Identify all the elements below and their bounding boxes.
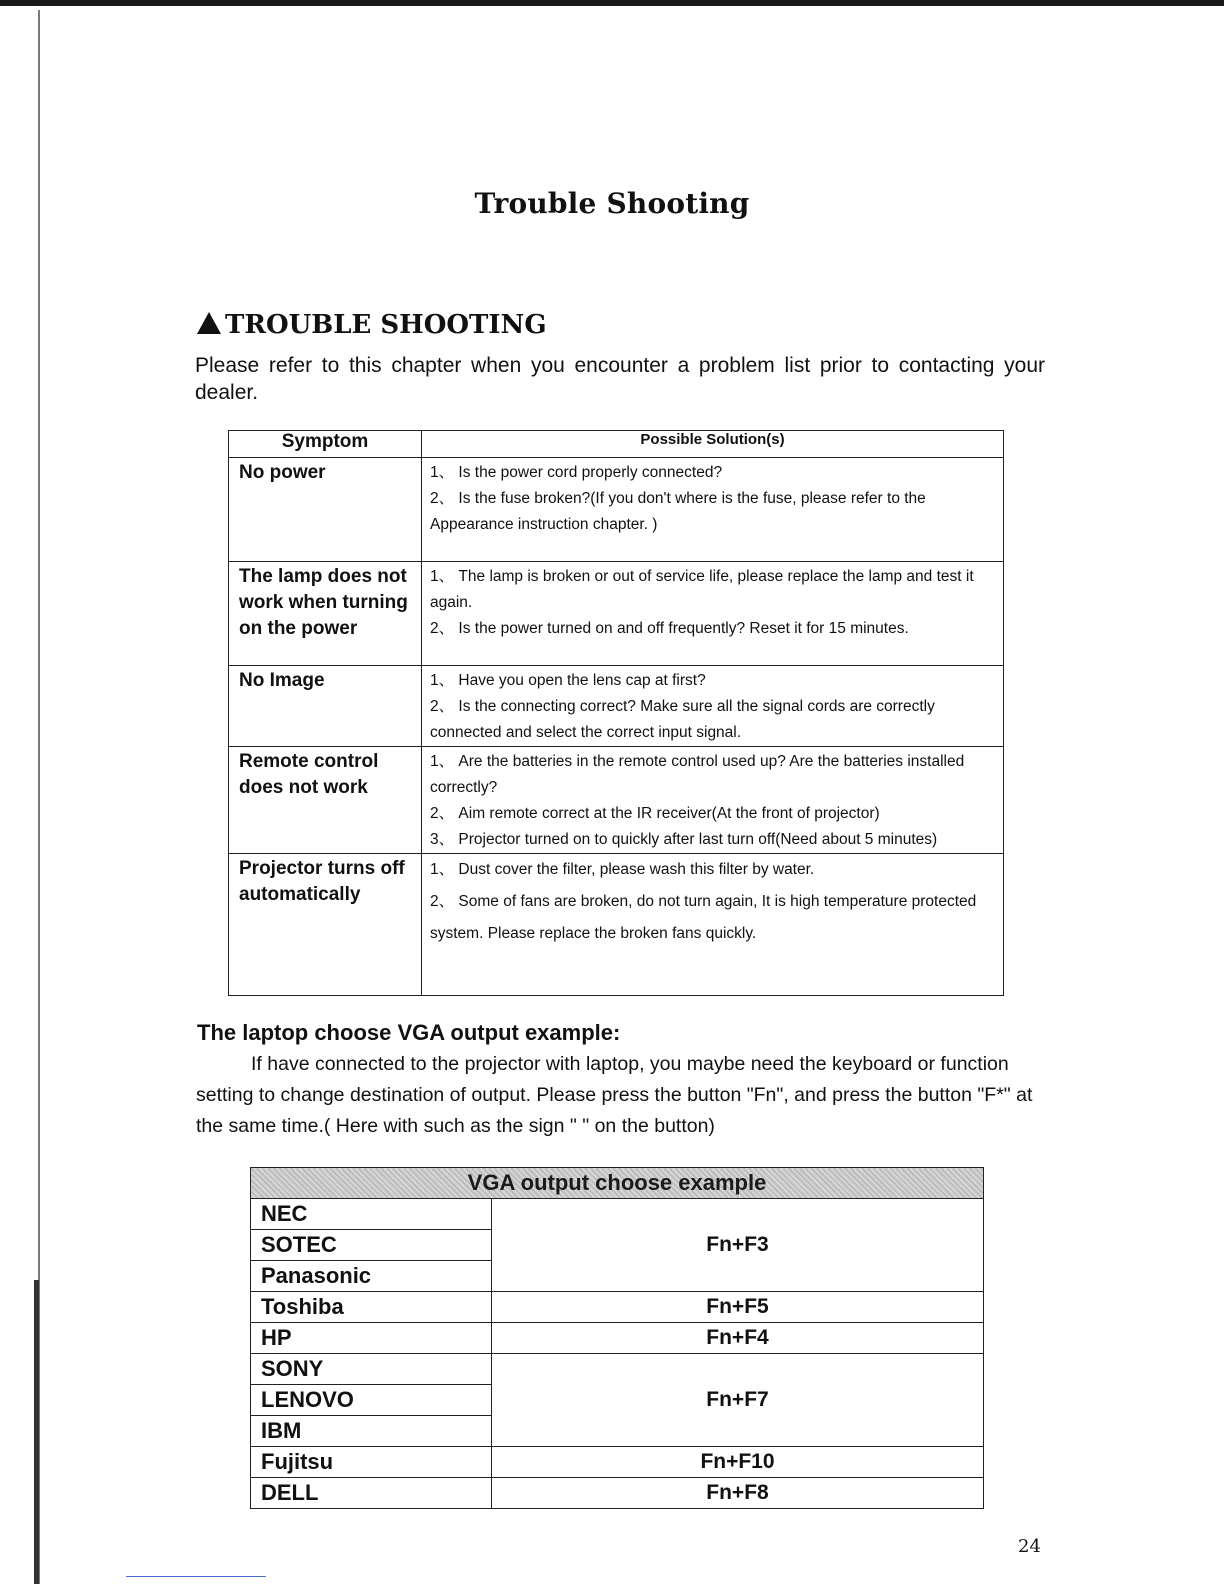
table-row — [229, 562, 1004, 666]
brand-cell: Fujitsu — [251, 1447, 492, 1478]
key-combo-cell: Fn+F10 — [492, 1447, 984, 1478]
table-row — [229, 458, 1004, 562]
solution-cell — [422, 458, 1004, 562]
brand-cell: DELL — [251, 1478, 492, 1509]
intro-paragraph: Please refer to this chapter when you encounter a problem list prior to contacting your dealer. — [195, 354, 1045, 404]
key-combo-cell: Fn+F4 — [492, 1323, 984, 1354]
vga-output-table — [250, 1167, 984, 1509]
binding-shadow — [34, 1280, 39, 1584]
solution-item: 1、 Is the power cord properly connected? — [430, 464, 723, 481]
solution-item: 1、 Dust cover the filter, please wash this filter by water. — [430, 861, 815, 878]
key-combo-cell: Fn+F8 — [492, 1478, 984, 1509]
solution-item: 3、 Projector turned on to quickly after last turn off(Need about 5 minutes) — [430, 831, 938, 848]
table-row — [251, 1199, 984, 1230]
table-row — [251, 1447, 984, 1478]
vga-heading: The laptop choose VGA output example: — [197, 1020, 621, 1045]
solution-item: 2、 Is the connecting correct? Make sure all the signal cords are correctly connected and select the correct input signal. — [430, 698, 935, 741]
table-row — [229, 666, 1004, 747]
symptom-cell: No Image — [229, 666, 422, 747]
top-rule — [0, 0, 1224, 6]
solution-cell — [422, 666, 1004, 747]
brand-cell: Panasonic — [251, 1261, 492, 1292]
solution-item: 1、 Are the batteries in the remote control used up? Are the batteries installed correctly? — [430, 753, 965, 796]
solution-header: Possible Solution(s) — [422, 431, 1004, 458]
table-row — [229, 747, 1004, 854]
page-number: 24 — [1018, 1536, 1041, 1557]
key-combo-cell: Fn+F7 — [492, 1354, 984, 1447]
solution-item: 1、 The lamp is broken or out of service life, please replace the lamp and test it again. — [430, 568, 974, 611]
symptom-cell: The lamp does not work when turning on the power — [229, 562, 422, 666]
vga-table-title: VGA output choose example — [251, 1168, 984, 1199]
brand-cell: SOTEC — [251, 1230, 492, 1261]
solution-cell — [422, 562, 1004, 666]
section-heading — [197, 310, 547, 340]
key-combo-cell: Fn+F5 — [492, 1292, 984, 1323]
symptom-header: Symptom — [229, 431, 422, 458]
key-combo-cell: Fn+F3 — [492, 1199, 984, 1292]
table-row — [251, 1478, 984, 1509]
solution-cell — [422, 747, 1004, 854]
table-header-row — [229, 431, 1004, 458]
solution-item: 2、 Aim remote correct at the IR receiver(At the front of projector) — [430, 805, 880, 822]
table-row — [229, 854, 1004, 996]
brand-cell: LENOVO — [251, 1385, 492, 1416]
vga-paragraph — [196, 1049, 1038, 1142]
section-heading-text: TROUBLE SHOOTING — [225, 310, 547, 340]
page-title: Trouble Shooting — [474, 187, 750, 220]
brand-cell: IBM — [251, 1416, 492, 1447]
footer-underline — [126, 1576, 266, 1577]
symptom-cell: No power — [229, 458, 422, 562]
brand-cell: NEC — [251, 1199, 492, 1230]
brand-cell: HP — [251, 1323, 492, 1354]
symptom-cell: Projector turns off automatically — [229, 854, 422, 996]
table-row — [251, 1292, 984, 1323]
brand-cell: SONY — [251, 1354, 492, 1385]
brand-cell: Toshiba — [251, 1292, 492, 1323]
vga-table-title-row — [251, 1168, 984, 1199]
trouble-shooting-table — [228, 430, 1004, 996]
symptom-cell: Remote control does not work — [229, 747, 422, 854]
table-row — [251, 1323, 984, 1354]
solution-item: 1、 Have you open the lens cap at first? — [430, 672, 706, 689]
solution-item: 2、 Some of fans are broken, do not turn again, It is high temperature protected system. Please replace the broken fans quickly. — [430, 893, 977, 942]
solution-cell — [422, 854, 1004, 996]
solution-item: 2、 Is the fuse broken?(If you don't where is the fuse, please refer to the Appearance instruction chapter. ) — [430, 490, 926, 533]
table-row — [251, 1354, 984, 1385]
vga-paragraph-text: If have connected to the projector with laptop, you maybe need the keyboard or function setting to change destination of output. Please press the button "Fn", and press the button "F*" at the same time.( Here with such as the sign " " on the button) — [196, 1053, 1033, 1137]
solution-item: 2、 Is the power turned on and off frequently? Reset it for 15 minutes. — [430, 620, 909, 637]
warning-triangle-icon — [197, 312, 221, 334]
